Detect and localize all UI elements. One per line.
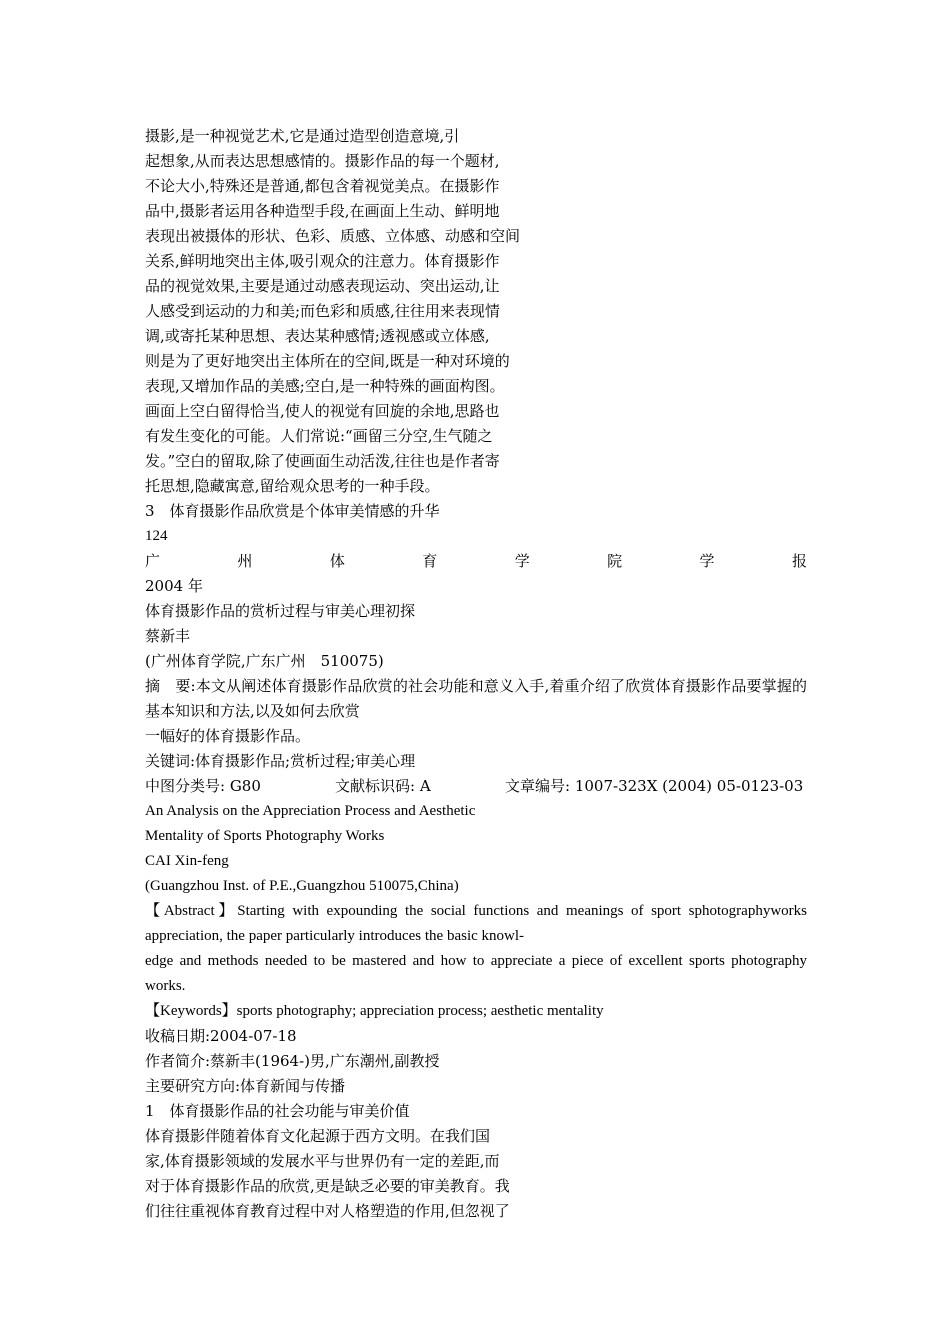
- journal-char: 广: [145, 552, 161, 570]
- journal-char: 报: [791, 552, 807, 570]
- text-line: 人感受到运动的力和美;而色彩和质感,往往用来表现情: [145, 302, 500, 320]
- section3-heading: 3 体育摄影作品欣赏是个体审美情感的升华: [145, 502, 440, 520]
- research-direction: 主要研究方向:体育新闻与传播: [145, 1077, 346, 1095]
- intro-paragraph: [145, 124, 807, 499]
- author-cn: 蔡新丰: [145, 627, 191, 645]
- text-line: 有发生变化的可能。人们常说:“画留三分空,生气随之: [145, 427, 493, 445]
- document-code: 文献标识码: A: [335, 777, 431, 795]
- article-number: 文章编号: 1007-323X (2004) 05-0123-03: [505, 777, 804, 795]
- author-en: CAI Xin-feng: [145, 853, 229, 869]
- journal-name: [145, 549, 807, 574]
- abstract-en-continued: edge and methods needed to be mastered and how to appreciate a piece of excellent sports photography works.: [145, 953, 807, 994]
- text-line: 画面上空白留得恰当,使人的视觉有回旋的余地,思路也: [145, 402, 500, 420]
- text-line: 们往往重视体育教育过程中对人格塑造的作用,但忽视了: [145, 1202, 510, 1220]
- text-line: 托思想,隐藏寓意,留给观众思考的一种手段。: [145, 477, 440, 495]
- journal-char: 育: [422, 552, 438, 570]
- author-bio: 作者简介:蔡新丰(1964-)男,广东潮州,副教授: [145, 1052, 440, 1070]
- section1-heading: 1 体育摄影作品的社会功能与审美价值: [145, 1102, 410, 1120]
- text-line: 起想象,从而表达思想感情的。摄影作品的每一个题材,: [145, 152, 500, 170]
- section1-paragraph: [145, 1124, 807, 1224]
- text-line: 品中,摄影者运用各种造型手段,在画面上生动、鲜明地: [145, 202, 500, 220]
- abstract-cn-continued: 一幅好的体育摄影作品。: [145, 727, 311, 745]
- abstract-cn: 摘 要:本文从阐述体育摄影作品欣赏的社会功能和意义入手,着重介绍了欣赏体育摄影作品要掌握的基本知识和方法,以及如何去欣赏: [145, 677, 807, 720]
- page-number: 124: [145, 528, 168, 544]
- journal-char: 学: [514, 552, 530, 570]
- text-line: 则是为了更好地突出主体所在的空间,既是一种对环境的: [145, 352, 510, 370]
- text-line: 不论大小,特殊还是普通,都包含着视觉美点。在摄影作: [145, 177, 500, 195]
- clc-number: 中图分类号: G80: [145, 777, 261, 795]
- text-line: 家,体育摄影领域的发展水平与世界仍有一定的差距,而: [145, 1152, 500, 1170]
- text-line: 关系,鲜明地突出主体,吸引观众的注意力。体育摄影作: [145, 252, 500, 270]
- keywords-cn: 关键词:体育摄影作品;赏析过程;审美心理: [145, 752, 416, 770]
- text-line: 调,或寄托某种思想、表达某种感情;透视感或立体感,: [145, 327, 490, 345]
- text-line: 发。”空白的留取,除了使画面生动活泼,往往也是作者寄: [145, 452, 500, 470]
- text-line: 品的视觉效果,主要是通过动感表现运动、突出运动,让: [145, 277, 500, 295]
- journal-char: 学: [699, 552, 715, 570]
- document-body: [145, 124, 807, 1224]
- article-title-cn: 体育摄影作品的赏析过程与审美心理初探: [145, 602, 416, 620]
- article-title-en-2: Mentality of Sports Photography Works: [145, 828, 385, 844]
- classification-codes: [145, 774, 807, 799]
- affiliation-en: (Guangzhou Inst. of P.E.,Guangzhou 510075,China): [145, 878, 459, 894]
- text-line: 对于体育摄影作品的欣赏,更是缺乏必要的审美教育。我: [145, 1177, 510, 1195]
- text-line: 表现,又增加作品的美感;空白,是一种特殊的画面构图。: [145, 377, 505, 395]
- text-line: 体育摄影伴随着体育文化起源于西方文明。在我们国: [145, 1127, 491, 1145]
- abstract-en: 【Abstract】Starting with expounding the social functions and meanings of sport sphotographyworks appreciation, the paper particularly introduces the basic knowl-: [145, 903, 807, 944]
- journal-char: 体: [329, 552, 345, 570]
- journal-char: 院: [607, 552, 623, 570]
- received-date: 收稿日期:2004-07-18: [145, 1027, 297, 1045]
- text-line: 表现出被摄体的形状、色彩、质感、立体感、动感和空间: [145, 227, 521, 245]
- affiliation-cn: (广州体育学院,广东广州 510075): [145, 652, 384, 670]
- text-line: 摄影,是一种视觉艺术,它是通过造型创造意境,引: [145, 127, 460, 145]
- article-title-en-1: An Analysis on the Appreciation Process and Aesthetic: [145, 803, 476, 819]
- keywords-en: 【Keywords】sports photography; appreciation process; aesthetic mentality: [145, 1003, 604, 1019]
- journal-year: 2004 年: [145, 577, 203, 595]
- journal-char: 州: [237, 552, 253, 570]
